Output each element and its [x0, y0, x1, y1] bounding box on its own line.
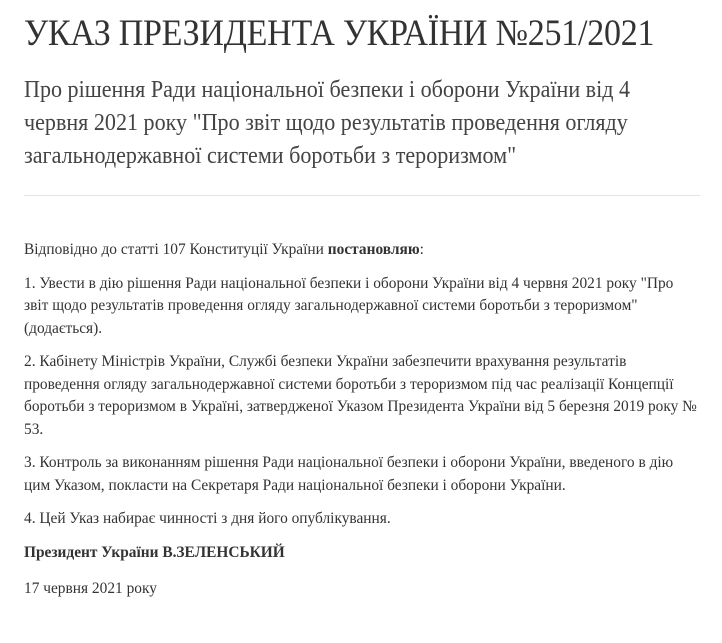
paragraph-2: 2. Кабінету Міністрів України, Службі безпеки України забезпечити врахування результатів проведення огляду загальнодержавної системи боротьби з тероризмом під час реалізації Концепції боротьби з тероризмом в Україні, затвердженої Указом Президента України від 5 березня 2019 року № 53.	[24, 353, 697, 438]
decree-date: 17 червня 2021 року	[24, 580, 157, 597]
preamble-text: Відповідно до статті 107 Конституції України	[24, 241, 328, 258]
paragraph-4: 4. Цей Указ набирає чинності з дня його опублікування.	[24, 510, 391, 527]
preamble-suffix: :	[419, 241, 424, 258]
preamble-bold: постановляю	[327, 241, 420, 258]
page-title: УКАЗ ПРЕЗИДЕНТА УКРАЇНИ №251/2021	[24, 13, 655, 54]
signature	[24, 542, 700, 565]
decree-body	[24, 239, 700, 601]
divider	[24, 195, 700, 196]
paragraph-1: 1. Увести в дію рішення Ради національної безпеки і оборони України від 4 червня 2021 року "Про звіт щодо результатів проведення огляду загальнодержавної системи боротьби з тероризмом" (додається).	[24, 274, 674, 337]
signature-text: Президент України В.ЗЕЛЕНСЬКИЙ	[24, 543, 285, 561]
paragraph-3: 3. Контроль за виконанням рішення Ради національної безпеки і оборони України, введеного в дію цим Указом, покласти на Секретаря Ради національної безпеки і оборони України.	[24, 454, 674, 494]
preamble	[24, 239, 700, 262]
page-subtitle: Про рішення Ради національної безпеки і оборони України від 4 червня 2021 року "Про звіт щодо результатів проведення огляду загальнодержавної системи боротьби з тероризмом"	[24, 77, 631, 169]
